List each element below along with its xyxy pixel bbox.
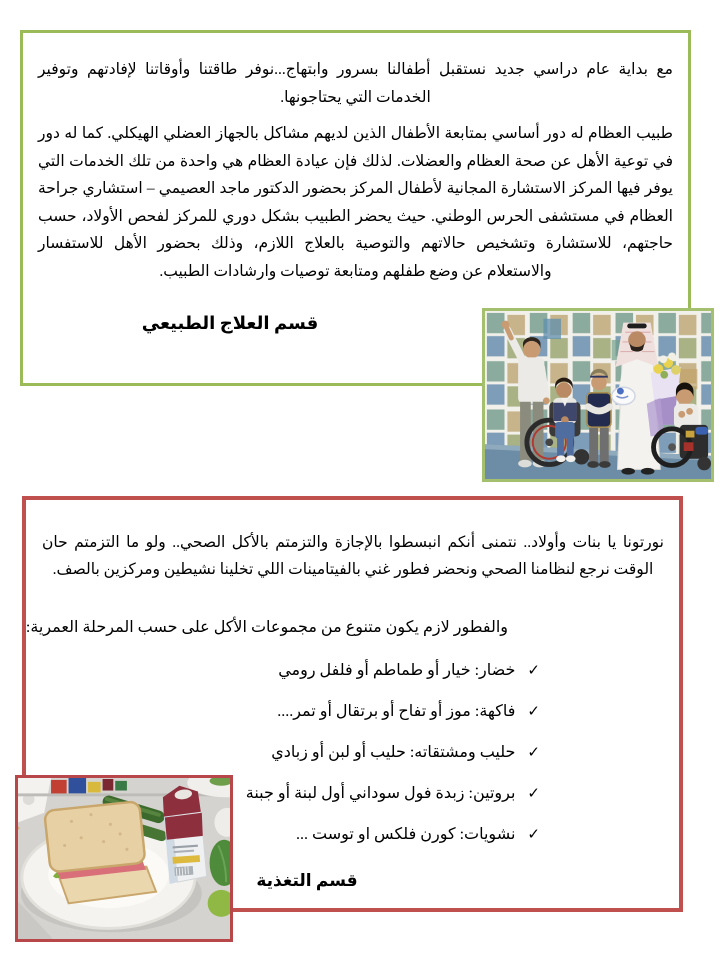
nutrition-intro-line: والفطور لازم يكون متنوع من مجموعات الأكل على حسب المرحلة العمرية: bbox=[25, 619, 508, 636]
breakfast-photo-illustration bbox=[18, 778, 230, 939]
nutrition-photo bbox=[15, 775, 233, 942]
check-icon: ✓ bbox=[527, 784, 540, 802]
nutrition-paragraph-1: نورتونا يا بنات وأولاد.. نتمنى أنكم انبسطوا بالإجازة والتزمتم بالأكل الصحي.. ولو ما التزمتم حان الوقت نرجع لنظامنا الصحي ونحضر فطور غني بالفيتامينات اللي تخلينا نشيطين ومركزين بالصف. bbox=[42, 533, 664, 579]
children-photo-illustration bbox=[485, 311, 711, 479]
checklist-item bbox=[246, 698, 540, 725]
food-groups-checklist bbox=[246, 657, 540, 862]
checklist-item bbox=[246, 780, 540, 807]
checklist-item-text: حليب ومشتقاته: حليب أو لبن أو زبادي bbox=[271, 744, 516, 761]
check-icon: ✓ bbox=[527, 825, 540, 843]
checklist-item-text: خضار: خيار أو طماطم أو فلفل رومي bbox=[278, 662, 516, 679]
physio-photo bbox=[482, 308, 714, 482]
checklist-item bbox=[246, 821, 540, 848]
checklist-item-text: فاكهة: موز أو تفاح أو برتقال أو تمر.... bbox=[277, 703, 516, 720]
nutrition-heading: قسم التغذية bbox=[256, 871, 358, 890]
check-icon: ✓ bbox=[527, 702, 540, 720]
physio-paragraph-1: مع بداية عام دراسي جديد نستقبل أطفالنا بسرور وابتهاج...نوفر طاقتنا وأوقاتنا لإفادتهم وتوفير الخدمات التي يحتاجونها. bbox=[38, 61, 673, 106]
check-icon: ✓ bbox=[527, 661, 540, 679]
physio-heading: قسم العلاج الطبيعي bbox=[141, 313, 319, 333]
checklist-item-text: بروتين: زبدة فول سوداني أول لبنة أو جبنة bbox=[245, 785, 516, 802]
checklist-item-text: نشويات: كورن فلكس او توست ... bbox=[296, 826, 516, 843]
check-icon: ✓ bbox=[527, 743, 540, 761]
checklist-item bbox=[246, 739, 540, 766]
checklist-item bbox=[246, 657, 540, 684]
physio-paragraph-2: طبيب العظام له دور أساسي بمتابعة الأطفال الذين لديهم مشاكل بالجهاز العضلي الهيكلي. كما له دور في توعية الأهل عن صحة العظام والعضلات. لذلك فإن عيادة العظام هي واحدة من تلك الخدمات التي يوفر فيها المركز الاستشارة المجانية لأطفال المركز بحضور الدكتور ماجد العصيمي – استشاري جراحة العظام في مستشفى الحرس الوطني. حيث يحضر الطبيب بشكل دوري للمركز لفحص الأولاد، حسب حاجتهم، للاستشارة وتشخيص حالاتهم والتوصية بالعلاج اللازم، وذلك بحضور الأهل للاستفسار والاستعلام عن وضع طفلهم ومتابعة توصيات وارشادات الطبيب. bbox=[38, 125, 673, 281]
